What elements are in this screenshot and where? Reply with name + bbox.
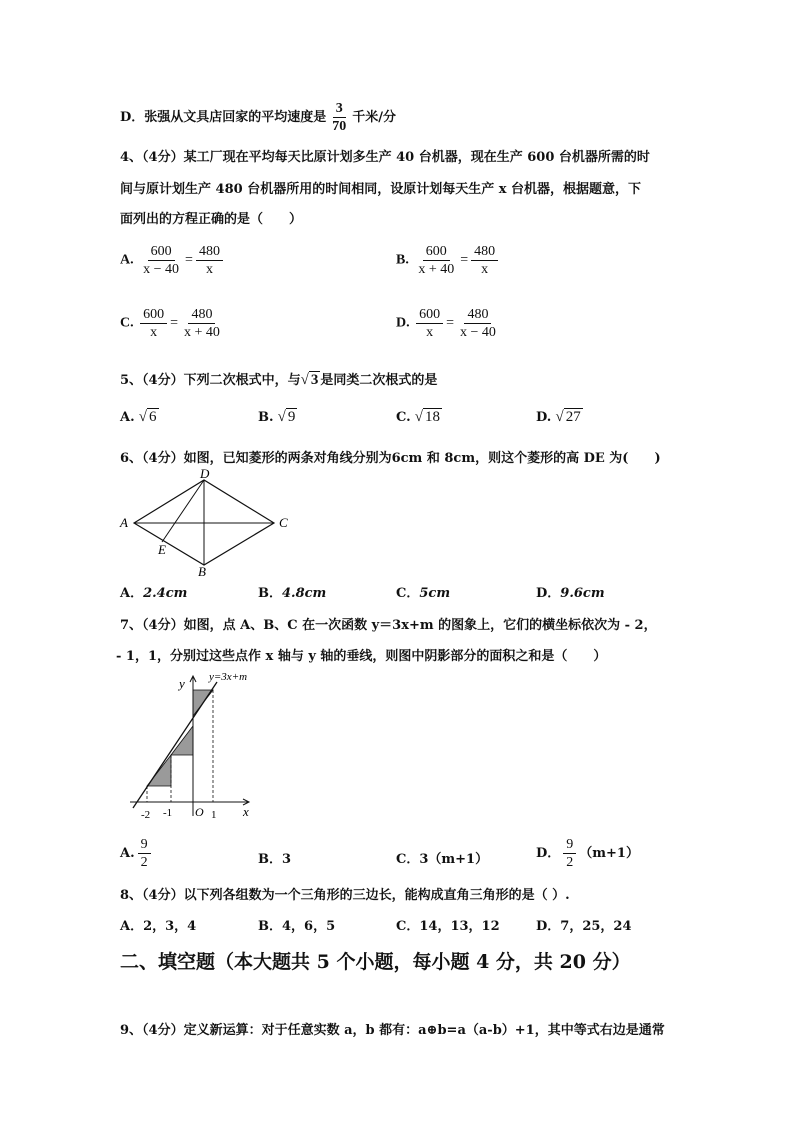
q4-line3: 面列出的方程正确的是（ ） — [120, 212, 303, 227]
q4-option-d: D. $\frac{600}{x}$ = $\frac{480}{x - 40}$ — [396, 307, 496, 340]
q7-line1: 7、（4分）如图，点 A、B、C 在一次函数 y＝3x+m 的图象上，它们的横坐标依次为 - 2， — [120, 618, 657, 633]
tick-neg2: -2 — [141, 809, 151, 821]
q4-option-a: A. $\frac{600}{x - 40}$ = $\frac{480}{x}$ — [120, 243, 226, 278]
q7-option-a: A. $\frac{9}{2}$ — [120, 836, 154, 871]
q7-option-c: C．3（m+1） — [396, 852, 489, 867]
q8-option-b: B．4，6，5 — [258, 919, 336, 934]
q7-option-b: B．3 — [258, 852, 292, 867]
q5-option-d: D. √ 27 — [536, 409, 581, 425]
label-b: B — [198, 564, 206, 578]
q6-question: 6、（4分）如图，已知菱形的两条对角线分别为6cm 和 8cm，则这个菱形的高 DE 为( ) — [120, 451, 661, 466]
q6-option-c: C．5cm — [396, 586, 451, 601]
linear-function-graph — [125, 668, 265, 828]
label-c: C — [279, 515, 288, 530]
q5-question: 5、（4分）下列二次根式中，与√ 3 是同类二次根式的是 — [120, 372, 438, 388]
q3d-fraction: $\frac{3}{70}$ — [332, 101, 347, 134]
q8-option-a: A．2，3，4 — [120, 919, 197, 934]
y-label: y — [179, 676, 185, 691]
shade-triangle-2 — [171, 726, 193, 755]
origin-label: O — [195, 805, 204, 819]
height-de — [162, 480, 204, 542]
q5-option-b: B. √ 9 — [258, 409, 296, 425]
q8-option-d: D．7，25，24 — [536, 919, 632, 934]
rhombus-figure — [112, 468, 302, 578]
q3-option-d — [120, 100, 396, 135]
q4-line1: 4、（4分）某工厂现在平均每天比原计划多生产 40 台机器，现在生产 600 台机器所需的时 — [120, 150, 650, 165]
q6-option-b: B．4.8cm — [258, 586, 327, 601]
label-d: D — [200, 468, 210, 481]
function-label: y=3x+m — [209, 671, 248, 683]
tick-1: 1 — [211, 809, 217, 821]
q7-line2: - 1，1，分别过这些点作 x 轴与 y 轴的垂线，则图中阴影部分的面积之和是（ ） — [116, 649, 607, 664]
q4-option-b: B. $\frac{600}{x + 40}$ = $\frac{480}{x}$ — [396, 243, 501, 278]
label-e: E — [158, 542, 166, 557]
q4-option-c: C. $\frac{600}{x}$ = $\frac{480}{x + 40}$ — [120, 307, 220, 340]
tick-neg1: -1 — [163, 807, 173, 819]
q8-question: 8、（4分）以下列各组数为一个三角形的三边长，能构成直角三角形的是（ ）. — [120, 888, 570, 903]
x-label: x — [243, 804, 249, 819]
q4-line2: 间与原计划生产 480 台机器所用的时间相同，设原计划每天生产 x 台机器，根据题意，下 — [120, 182, 641, 197]
function-line — [133, 682, 217, 808]
q3d-unit: 千米/分 — [352, 110, 397, 125]
section-title-fill-in: 二、填空题（本大题共 5 个小题，每小题 4 分，共 20 分） — [120, 951, 631, 973]
q6-option-d: D．9.6cm — [536, 586, 605, 601]
q9-question: 9、（4分）定义新运算：对于任意实数 a，b 都有：a⊕b=a（a-b）+1，其中等式右边是通常 — [120, 1023, 665, 1038]
label-a: A — [120, 515, 128, 530]
q8-option-c: C．14，13，12 — [396, 919, 500, 934]
q5-option-a: A. √ 6 — [120, 409, 157, 425]
q5-option-c: C. √ 18 — [396, 409, 441, 425]
q7-option-d: D． $\frac{9}{2}$ （m+1） — [536, 837, 639, 870]
q6-option-a: A．2.4cm — [120, 586, 188, 601]
q3d-text: D．张强从文具店回家的平均速度是 — [120, 110, 327, 125]
